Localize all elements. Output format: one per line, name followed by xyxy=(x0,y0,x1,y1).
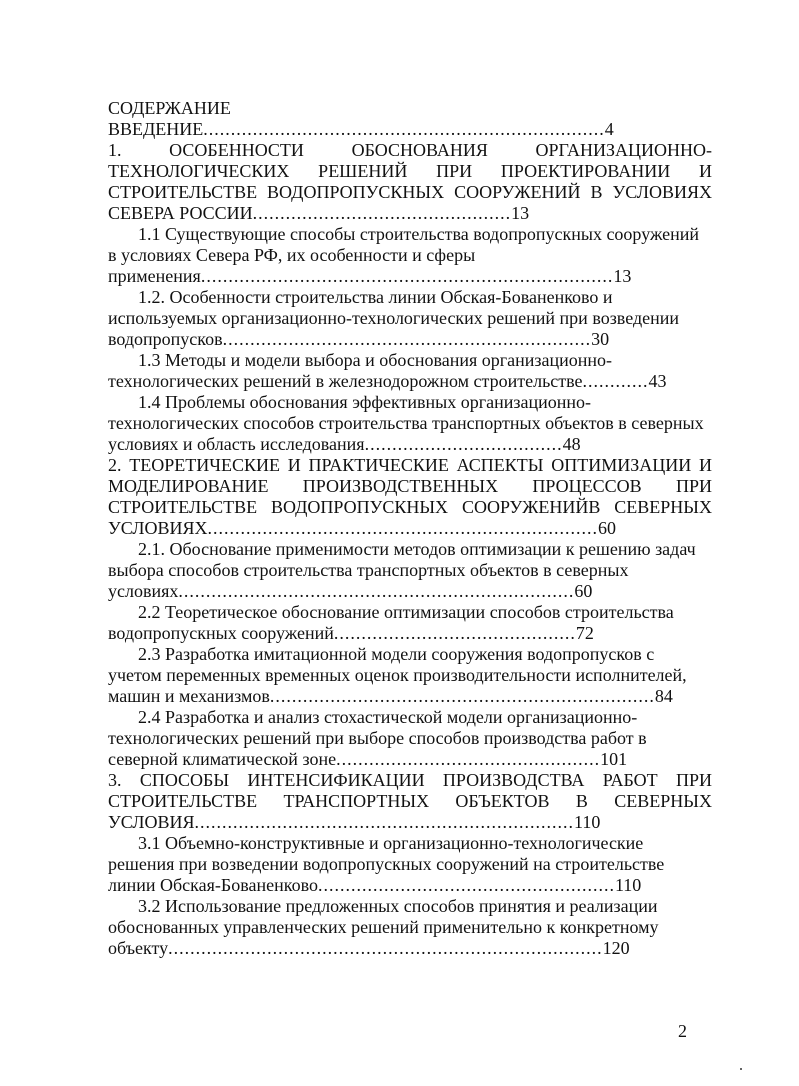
page-number: 2 xyxy=(678,1021,687,1041)
table-of-contents xyxy=(108,98,712,959)
toc-entry-1-2: 1.2. Особенности строительства линии Обская-Бованенково и используемых организационно-технологических решений при возведении водопропусков...................................................................30 xyxy=(108,287,679,349)
toc-entry-2-4: 2.4 Разработка и анализ стохастической модели организационно-технологических решений при выборе способов производства работ в северной климатической зоне................................................101 xyxy=(108,707,647,769)
toc-entry-3-1: 3.1 Объемно-конструктивные и организационно-технологические решения при возведении водопропускных сооружений на строительстве линии Обская-Бованенково......................................................110 xyxy=(108,833,665,895)
toc-entry-chapter-1: 1. ОСОБЕННОСТИ ОБОСНОВАНИЯ ОРГАНИЗАЦИОННО-ТЕХНОЛОГИЧЕСКИХ РЕШЕНИЙ ПРИ ПРОЕКТИРОВАНИИ И СТРОИТЕЛЬСТВЕ ВОДОПРОПУСКНЫХ СООРУЖЕНИЙ В УСЛОВИЯХ СЕВЕРА РОССИИ...............................................13 xyxy=(108,140,712,223)
toc-entry-chapter-3: 3. СПОСОБЫ ИНТЕНСИФИКАЦИИ ПРОИЗВОДСТВА РАБОТ ПРИ СТРОИТЕЛЬСТВЕ ТРАНСПОРТНЫХ ОБЪЕКТОВ В СЕВЕРНЫХ УСЛОВИЯ.....................................................................110 xyxy=(108,770,712,832)
scan-speck xyxy=(740,1068,742,1070)
toc-title: СОДЕРЖАНИЕ xyxy=(108,98,231,118)
toc-entry-1-3: 1.3 Методы и модели выбора и обоснования организационно-технологических решений в железнодорожном строительстве............43 xyxy=(108,350,667,391)
toc-entry-chapter-2: 2. ТЕОРЕТИЧЕСКИЕ И ПРАКТИЧЕСКИЕ АСПЕКТЫ ОПТИМИЗАЦИИ И МОДЕЛИРОВАНИЕ ПРОИЗВОДСТВЕННЫХ ПРОЦЕССОВ ПРИ СТРОИТЕЛЬСТВЕ ВОДОПРОПУСКНЫХ СООРУЖЕНИЙВ СЕВЕРНЫХ УСЛОВИЯХ.......................................................................60 xyxy=(108,455,712,538)
toc-entry-introduction: ВВЕДЕНИЕ.........................................................................4 xyxy=(108,119,614,139)
toc-entry-3-2: 3.2 Использование предложенных способов принятия и реализации обоснованных управленческих решений применительно к конкретному объекту...............................................................................120 xyxy=(108,896,659,958)
toc-entry-2-1: 2.1. Обоснование применимости методов оптимизации к решению задач выбора способов строительства транспортных объектов в северных условиях........................................................................60 xyxy=(108,539,696,601)
toc-entry-1-1: 1.1 Существующие способы строительства водопропускных сооружений в условиях Севера РФ, их особенности и сферы применения...........................................................................13 xyxy=(108,224,700,286)
toc-entry-2-3: 2.3 Разработка имитационной модели сооружения водопропусков с учетом переменных временных оценок производительности исполнителей, машин и механизмов......................................................................84 xyxy=(108,644,687,706)
toc-entry-1-4: 1.4 Проблемы обоснования эффективных организационно-технологических способов строительства транспортных объектов в северных условиях и область исследования....................................48 xyxy=(108,392,704,454)
toc-entry-2-2: 2.2 Теоретическое обоснование оптимизации способов строительства водопропускных сооружений............................................72 xyxy=(108,602,674,643)
